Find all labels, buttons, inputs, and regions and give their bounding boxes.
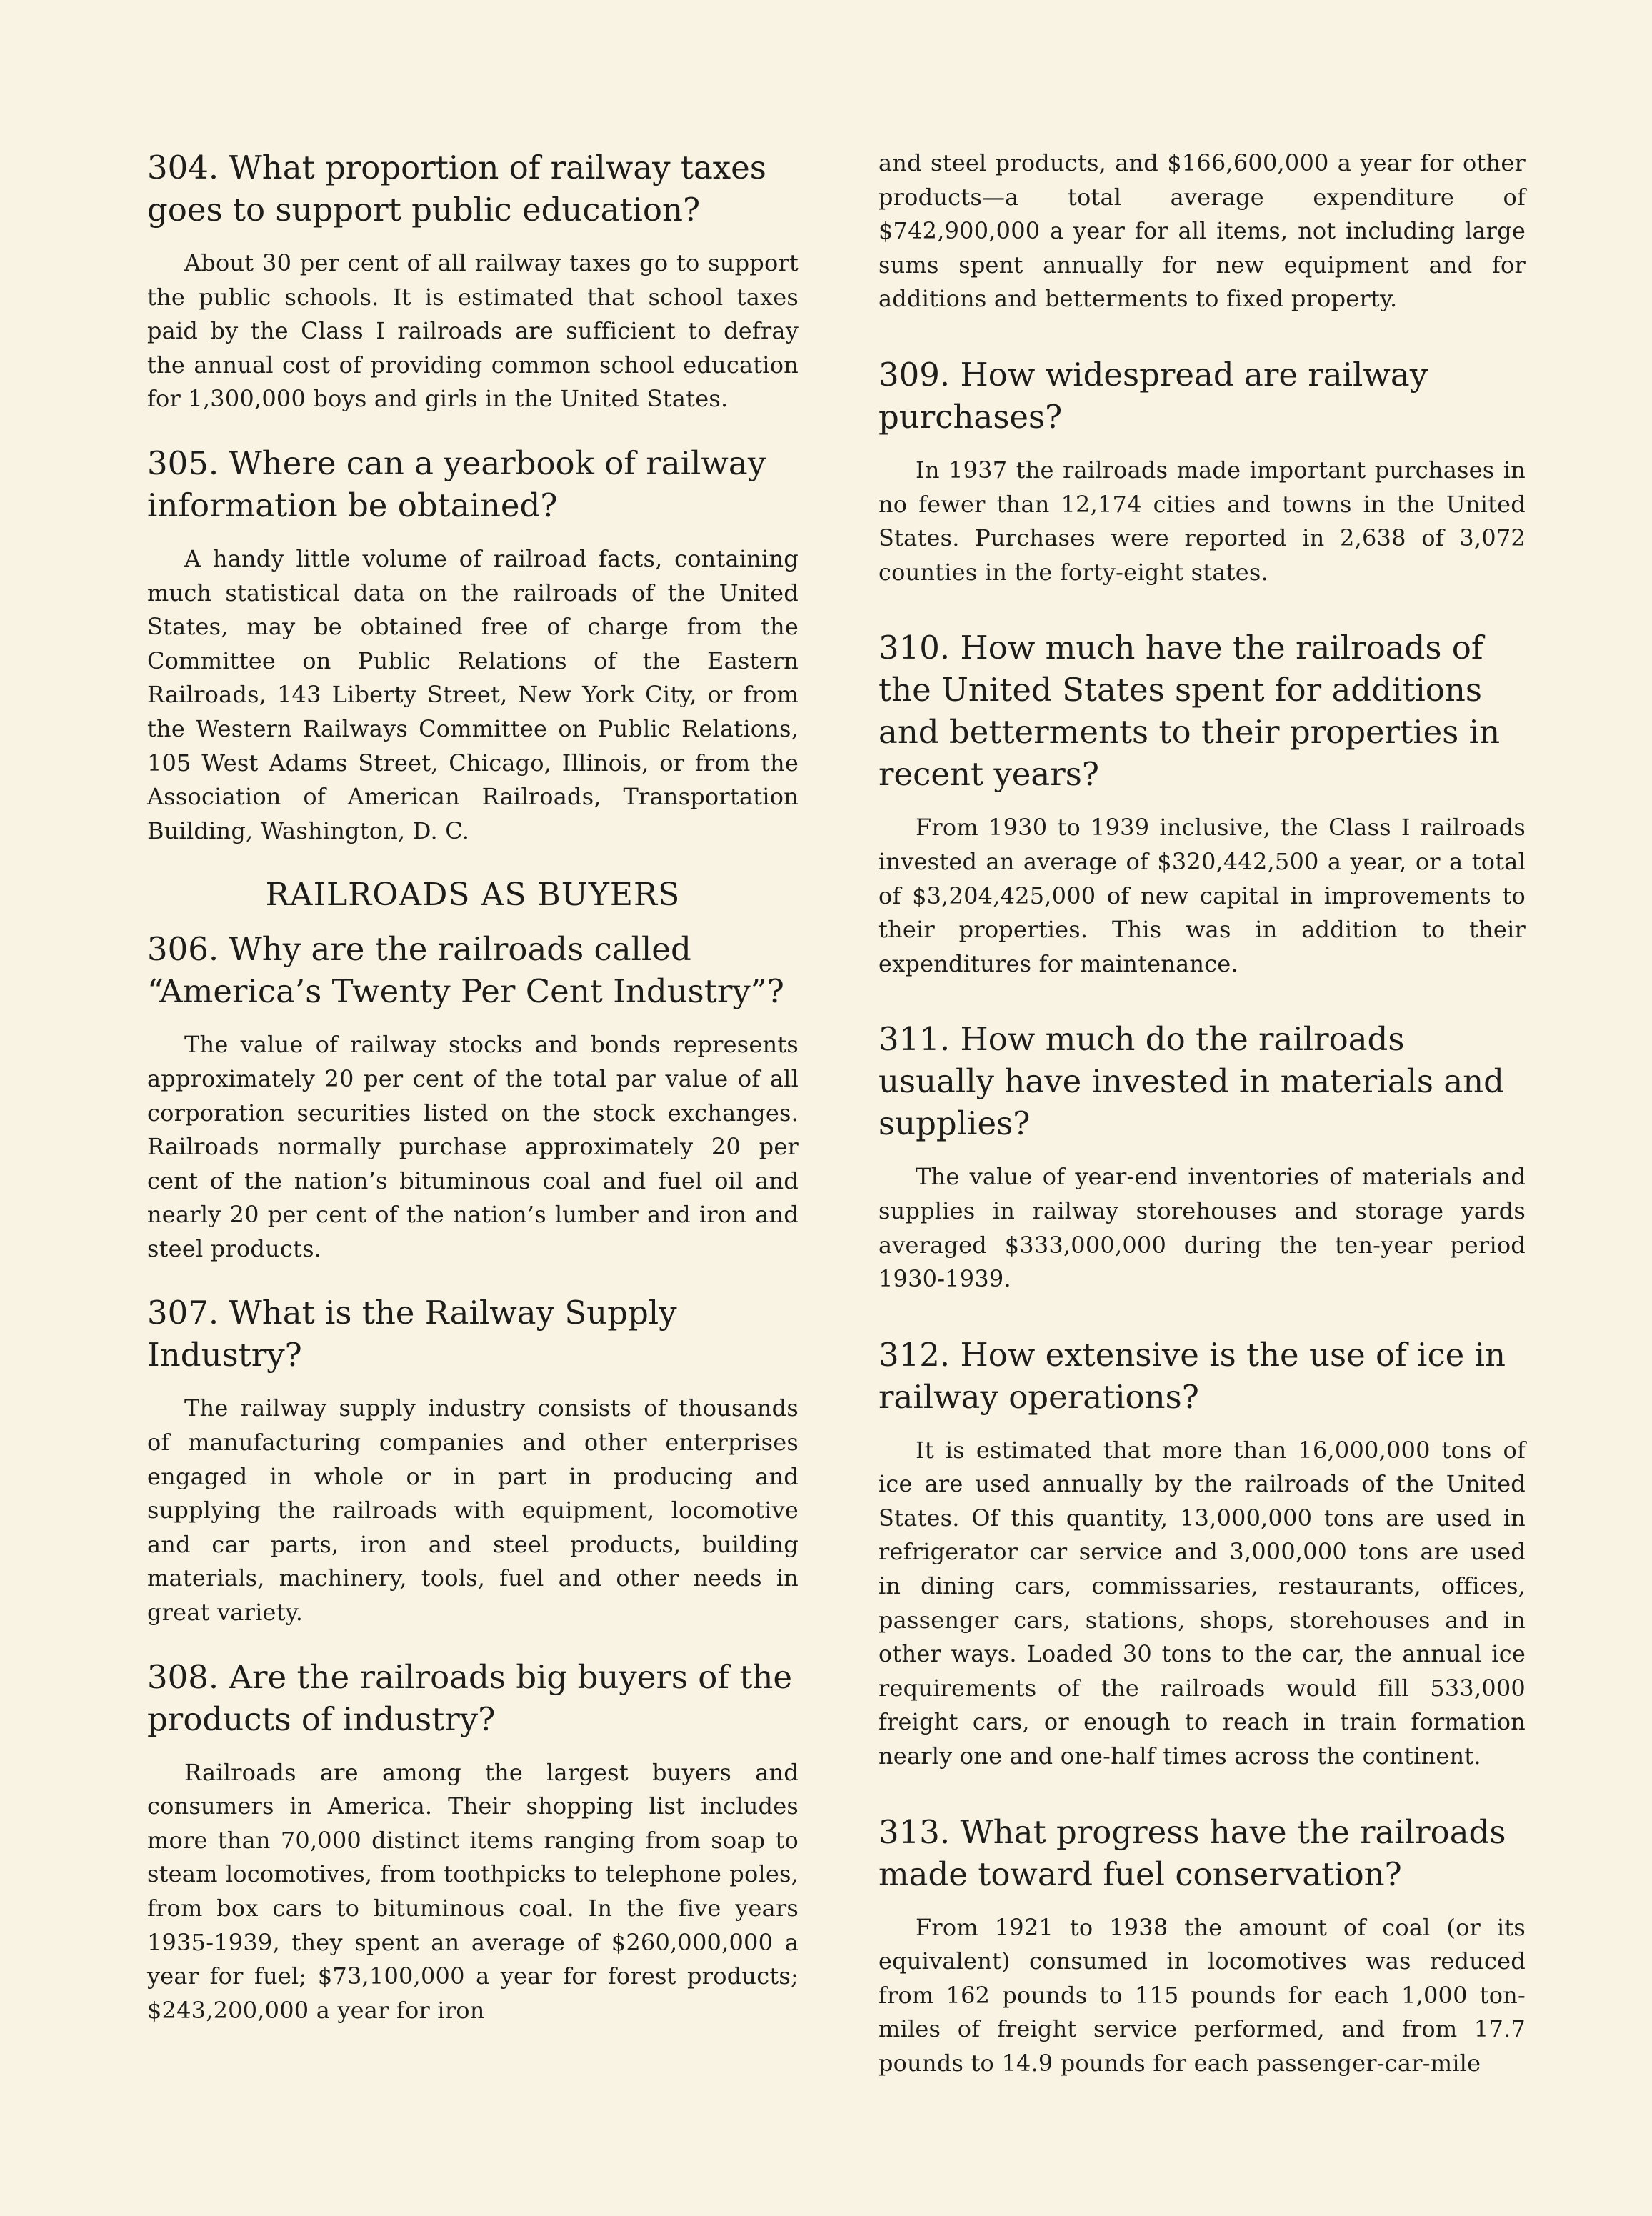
- answer-307: The railway supply industry consists of thousands of manufacturing companies and other enterprises engaged in whole or in part in producing and supplying the railroads with equipment, locomotive and car parts, iron and steel products, building materials, machinery, tools, fuel and other needs in great variety.: [147, 1394, 799, 1627]
- question-307: 307. What is the Railway Supply Industry?: [147, 1294, 677, 1374]
- question-309: 309. How widespread are railway purchases?: [878, 355, 1428, 436]
- answer-304: About 30 per cent of all railway taxes go to support the public schools. It is estimated that school taxes paid by the Class I railroads are sufficient to defray the annual cost of providing common school education for 1,300,000 boys and girls in the United States.: [147, 249, 799, 413]
- right-column: [878, 146, 1526, 2107]
- question-304: 304. What proportion of railway taxes goes to support public education?: [147, 149, 766, 229]
- answer-313: From 1921 to 1938 the amount of coal (or its equivalent) consumed in locomotives was reduced from 162 pounds to 115 pounds for each 1,000 ton-miles of freight service performed, and from 17.7 pounds to 14.9 pounds for each passenger-car-mile: [878, 1913, 1526, 2077]
- question-305: 305. Where can a yearbook of railway information be obtained?: [147, 444, 766, 524]
- question-311: 311. How much do the railroads usually have invested in materials and supplies?: [878, 1020, 1504, 1143]
- answer-305: A handy little volume of railroad facts, containing much statistical data on the railroads of the United States, may be obtained free of charge from the Committee on Public Relations of the Eastern Railroads, 143 Liberty Street, New York City, or from the Western Railways Committee on Public Relations, 105 West Adams Street, Chicago, Illinois, or from the Association of American Railroads, Transportation Building, Washington, D. C.: [147, 544, 799, 844]
- question-310: 310. How much have the railroads of the United States spent for additions and betterments to their properties in recent years?: [878, 629, 1501, 794]
- section-heading: RAILROADS AS BUYERS: [265, 877, 681, 914]
- question-312: 312. How extensive is the use of ice in railway operations?: [878, 1335, 1506, 1416]
- answer-311: The value of year-end inventories of materials and supplies in railway storehouses and storage yards averaged $333,000,000 during the ten-year period 1930-1939.: [878, 1163, 1526, 1293]
- answer-310: From 1930 to 1939 inclusive, the Class I railroads invested an average of $320,442,500 a year, or a total of $3,204,425,000 of new capital in improvements to their properties. This was in addition to their expenditures for maintenance.: [878, 814, 1526, 977]
- question-308: 308. Are the railroads big buyers of the products of industry?: [147, 1657, 793, 1738]
- answer-308-continued: and steel products, and $166,600,000 a year for other products—a total average expenditure of $742,900,000 a year for all items, not including large sums spent annually for new equipment and for additions and betterments to fixed property.: [878, 149, 1526, 313]
- answer-312: It is estimated that more than 16,000,000 tons of ice are used annually by the railroads of the United States. Of this quantity, 13,000,000 tons are used in refrigerator car service and 3,000,000 tons are used in dining cars, commissaries, restaurants, offices, passenger cars, stations, shops, storehouses and in other ways. Loaded 30 tons to the car, the annual ice requirements of the railroads would fill 533,000 freight cars, or enough to reach in train formation nearly one and one-half times across the continent.: [878, 1436, 1526, 1770]
- answer-308: Railroads are among the largest buyers and consumers in America. Their shopping list includes more than 70,000 distinct items ranging from soap to steam locomotives, from toothpicks to telephone poles, from box cars to bituminous coal. In the five years 1935-1939, they spent an average of $260,000,000 a year for fuel; $73,100,000 a year for forest products; $243,200,000 a year for iron: [147, 1758, 799, 2024]
- answer-309: In 1937 the railroads made important purchases in no fewer than 12,174 cities and towns in the United States. Purchases were reported in 2,638 of 3,072 counties in the forty-eight states.: [878, 456, 1526, 586]
- question-313: 313. What progress have the railroads made toward fuel conservation?: [878, 1812, 1506, 1893]
- left-column: [147, 146, 799, 2053]
- question-306: 306. Why are the railroads called “America’s Twenty Per Cent Industry”?: [147, 930, 784, 1011]
- answer-306: The value of railway stocks and bonds represents approximately 20 per cent of the total par value of all corporation securities listed on the stock exchanges. Railroads normally purchase approximately 20 per cent of the nation’s bituminous coal and fuel oil and nearly 20 per cent of the nation’s lumber and iron and steel products.: [147, 1031, 799, 1262]
